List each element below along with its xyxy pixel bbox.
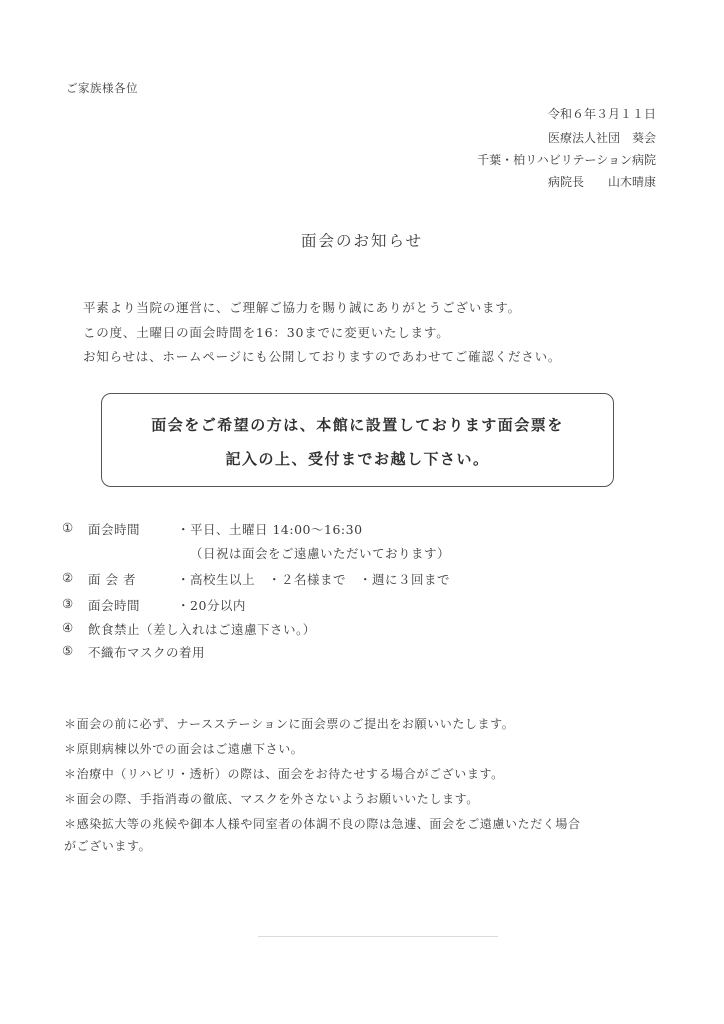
condition-detail: ・平日、土曜日 14:00～16:30	[177, 522, 363, 537]
note-line: ＊面会の前に必ず、ナースステーションに面会票のご提出をお願いいたします。	[64, 717, 515, 731]
notice-box-line: 面会をご希望の方は、本館に設置しております面会票を	[151, 416, 564, 434]
condition-detail: ・20分以内	[177, 598, 246, 613]
condition-label: 面会時間	[88, 598, 141, 613]
condition-label: 飲食禁止（差し入れはご遠慮下さい。）	[88, 622, 316, 637]
condition-label: 不織布マスクの着用	[88, 645, 206, 660]
condition-number: ③	[62, 596, 74, 611]
condition-number: ④	[62, 620, 74, 635]
intro-line: お知らせは、ホームページにも公開しておりますのであわせてご確認ください。	[83, 349, 562, 364]
header-hospital: 千葉・柏リハビリテーション病院	[477, 153, 656, 167]
note-line: ＊感染拡大等の兆候や御本人様や同室者の体調不良の際は急遽、面会をご遠慮いただく場合	[64, 817, 581, 831]
condition-label: 面会時間	[88, 522, 141, 537]
condition-number: ⑤	[62, 643, 74, 658]
condition-label: 面 会 者	[88, 572, 136, 587]
condition-detail: ・高校生以上 ・２名様まで ・週に３回まで	[177, 572, 451, 587]
note-line: ＊面会の際、手指消毒の徹底、マスクを外さないようお願いいたします。	[64, 792, 479, 806]
header-date: 令和６年３月１１日	[547, 107, 656, 121]
notice-box	[101, 393, 614, 487]
notice-box-line: 記入の上、受付までお越し下さい。	[225, 450, 490, 468]
condition-number: ①	[62, 520, 74, 535]
header-corporation: 医療法人社団 葵会	[547, 131, 656, 145]
note-line: ＊原則病棟以外での面会はご遠慮下さい。	[64, 742, 304, 756]
scan-artifact-line	[258, 936, 498, 937]
intro-line: この度、土曜日の面会時間を16：30までに変更いたします。	[83, 325, 450, 340]
note-line: がございます。	[64, 839, 152, 853]
addressee: ご家族様各位	[66, 81, 138, 95]
intro-line: 平素より当院の運営に、ご理解ご協力を賜り誠にありがとうございます。	[83, 300, 521, 315]
condition-number: ②	[62, 570, 74, 585]
note-line: ＊治療中（リハビリ・透析）の際は、面会をお待たせする場合がございます。	[64, 767, 504, 781]
header-director: 病院長 山木晴康	[547, 175, 656, 189]
condition-subnote: （日祝は面会をご遠慮いただいております）	[190, 546, 451, 561]
page-title: 面会のお知らせ	[300, 232, 424, 250]
